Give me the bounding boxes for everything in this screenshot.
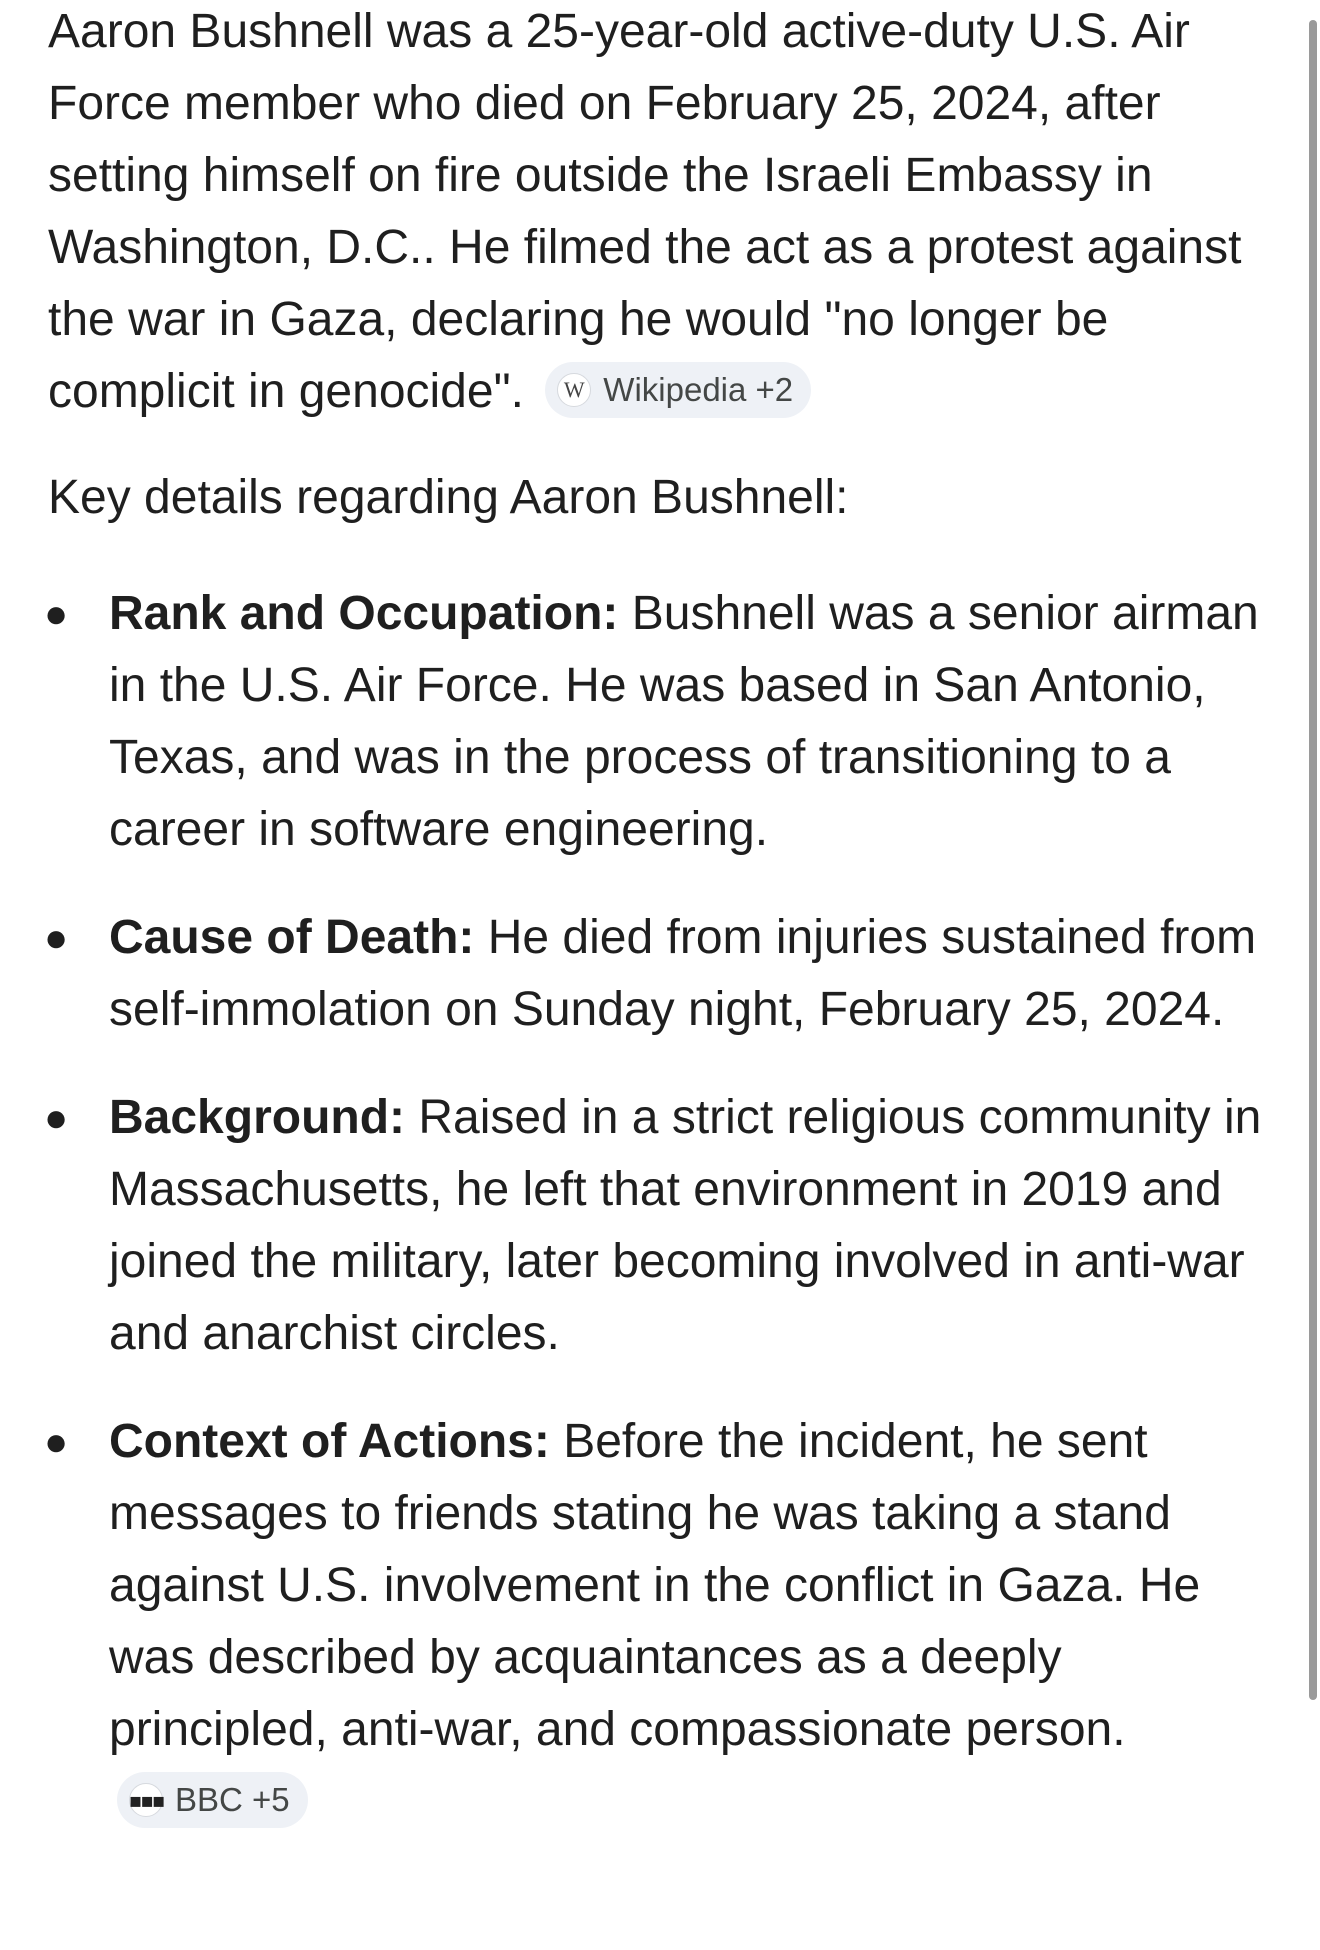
- bullet: ●: [44, 1420, 69, 1464]
- source-chip-bbc[interactable]: [117, 1772, 308, 1828]
- detail-label: Cause of Death:: [109, 911, 475, 964]
- bullet: ●: [44, 916, 69, 960]
- detail-label: Context of Actions:: [109, 1415, 550, 1468]
- list-item: [44, 902, 1280, 1046]
- intro-paragraph: [48, 0, 1280, 428]
- bbc-icon: ▪▪▪: [129, 1783, 163, 1817]
- source-chip-wikipedia[interactable]: [545, 362, 811, 418]
- wikipedia-icon: W: [557, 373, 591, 407]
- detail-text: He died from injuries sustained from self-immolation on Sunday night, February 25, 2024.: [109, 911, 1257, 1036]
- list-item: [44, 1082, 1280, 1370]
- detail-label: Rank and Occupation:: [109, 587, 619, 640]
- list-item: [44, 578, 1280, 866]
- source-chip-label: Wikipedia +2: [603, 371, 794, 409]
- intro-text: Aaron Bushnell was a 25-year-old active-duty U.S. Air Force member who died on February 25, 2024, after setting himself on fire outside the Israeli Embassy in Washington, D.C.. He filmed the act as a protest against the war in Gaza, declaring he would "no longer be complicit in genocide".: [48, 5, 1242, 418]
- detail-text: Raised in a strict religious community in Massachusetts, he left that environment in 2019 and joined the military, later becoming involved in anti-war and anarchist circles.: [109, 1091, 1262, 1360]
- bullet: ●: [44, 592, 69, 636]
- scrollbar-thumb[interactable]: [1309, 20, 1317, 1700]
- detail-label: Background:: [109, 1091, 406, 1144]
- list-item: [44, 1406, 1280, 1838]
- detail-text: Before the incident, he sent messages to friends stating he was taking a stand against U.S. involvement in the conflict in Gaza. He was described by acquaintances as a deeply principled, anti-war, and compassionate person.: [109, 1415, 1201, 1756]
- details-list: [44, 578, 1280, 1838]
- bullet: ●: [44, 1096, 69, 1140]
- source-chip-label: BBC +5: [175, 1781, 290, 1819]
- detail-text: Bushnell was a senior airman in the U.S. Air Force. He was based in San Antonio, Texas, and was in the process of transitioning to a career in software engineering.: [109, 587, 1259, 856]
- details-lead: Key details regarding Aaron Bushnell:: [48, 471, 849, 524]
- response-content: [44, 0, 1280, 1874]
